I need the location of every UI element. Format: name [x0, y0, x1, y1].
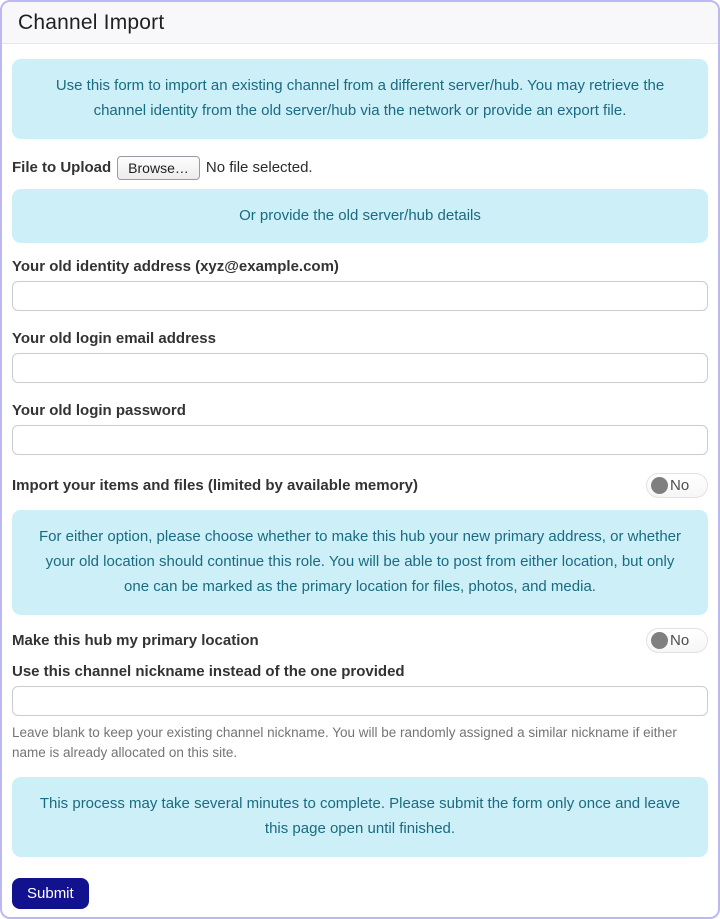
identity-field-group — [12, 258, 708, 311]
divider-info-box: Or provide the old server/hub details — [12, 189, 708, 244]
intro-info-box: Use this form to import an existing channel from a different server/hub. You may retrieve the channel identity from the old server/hub via the network or provide an export file. — [12, 59, 708, 139]
primary-location-label: Make this hub my primary location — [12, 631, 259, 649]
submit-button[interactable]: Submit — [12, 878, 89, 909]
form-content — [2, 44, 718, 919]
nickname-field-group — [12, 663, 708, 764]
primary-location-toggle-state: No — [670, 631, 690, 649]
toggle-knob-icon — [651, 477, 668, 494]
nickname-label: Use this channel nickname instead of the one provided — [12, 662, 405, 680]
primary-location-toggle[interactable] — [646, 628, 708, 653]
nickname-input[interactable] — [12, 686, 708, 716]
browse-button[interactable]: Browse… — [117, 156, 200, 180]
password-field-group — [12, 402, 708, 455]
email-label: Your old login email address — [12, 330, 216, 348]
primary-location-toggle-row — [12, 628, 708, 653]
email-field-group — [12, 330, 708, 383]
import-items-toggle-state: No — [670, 477, 690, 495]
toggle-knob-icon — [651, 632, 668, 649]
identity-input[interactable] — [12, 281, 708, 311]
page-header — [2, 2, 718, 44]
identity-label: Your old identity address (xyz@example.com) — [12, 258, 339, 276]
email-input[interactable] — [12, 353, 708, 383]
import-items-toggle[interactable] — [646, 473, 708, 498]
file-upload-status: No file selected. — [205, 159, 313, 176]
import-items-toggle-row — [12, 473, 708, 498]
primary-info-box: For either option, please choose whether to make this hub your new primary address, or whether your old location should continue this role. You will be able to post from either location, but only one can be marked as the primary location for files, photos, and media. — [12, 510, 708, 614]
password-input[interactable] — [12, 425, 708, 455]
process-info-box: This process may take several minutes to complete. Please submit the form only once and leave this page open until finished. — [12, 777, 708, 857]
nickname-help-text: Leave blank to keep your existing channel nickname. You will be randomly assigned a similar nickname if either name is already allocated on this site. — [12, 724, 677, 760]
file-upload-label: File to Upload — [12, 159, 112, 176]
file-upload-row — [12, 156, 708, 180]
page-title: Channel Import — [18, 11, 165, 34]
import-items-label: Import your items and files (limited by available memory) — [12, 477, 418, 495]
password-label: Your old login password — [12, 402, 186, 420]
